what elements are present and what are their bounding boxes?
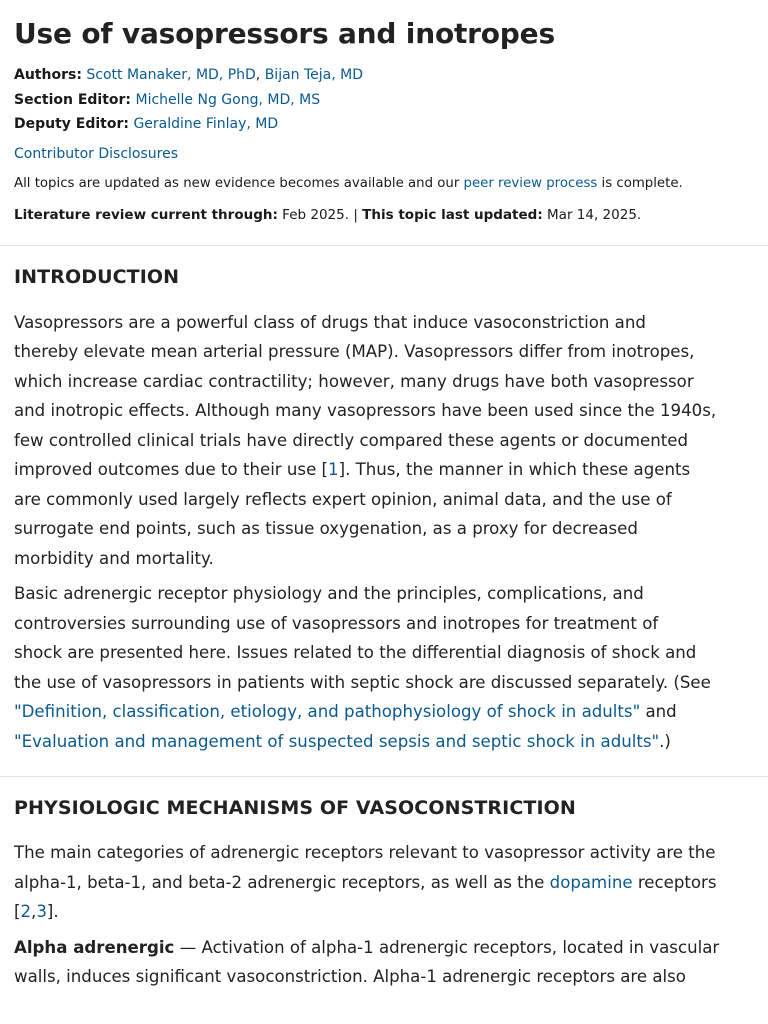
text-line	[14, 727, 768, 757]
last-updated-value: Mar 14, 2025.	[542, 206, 642, 223]
authors-line: Authors: Scott Manaker, MD, PhD, Bijan Teja, MD	[14, 67, 364, 83]
lit-review-value: Feb 2025.	[277, 206, 350, 223]
deputy-editor-link[interactable]: Geraldine Finlay, MD	[133, 116, 279, 132]
text-line: the use of vasopressors in patients with septic shock are discussed separately. (See	[14, 672, 711, 692]
text-fragment: and	[640, 702, 677, 721]
text-line	[14, 697, 768, 727]
authors-label: Authors:	[14, 67, 82, 83]
lit-review-label: Literature review current through:	[14, 206, 278, 223]
introduction-paragraph-2	[14, 579, 768, 756]
alpha-adrenergic-subheading: Alpha adrenergic	[14, 937, 175, 957]
article-title: Use of vasopressors and inotropes	[14, 17, 555, 50]
text-line: controversies surrounding use of vasopressors and inotropes for treatment of	[14, 613, 659, 633]
text-line	[14, 933, 768, 963]
author-link-manaker[interactable]: Scott Manaker, MD, PhD	[86, 67, 256, 83]
text-line: walls, induces significant vasoconstriction. Alpha-1 adrenergic receptors are also	[14, 967, 686, 986]
introduction-heading: INTRODUCTION	[14, 265, 180, 288]
text-fragment: — Activation of alpha-1 adrenergic receptors, located in vascular	[174, 937, 720, 957]
section-divider	[0, 245, 768, 246]
introduction-paragraph-1	[14, 308, 768, 574]
author-link-teja[interactable]: Bijan Teja, MD	[264, 67, 364, 83]
text-line	[14, 455, 768, 485]
text-fragment: .)	[659, 731, 671, 751]
section-editor-link[interactable]: Michelle Ng Gong, MD, MS	[135, 91, 321, 108]
last-updated-label: This topic last updated:	[362, 206, 543, 223]
physiologic-mechanisms-heading: PHYSIOLOGIC MECHANISMS OF VASOCONSTRICTION	[14, 797, 576, 819]
dopamine-drug-link[interactable]: dopamine	[549, 872, 633, 892]
shock-definition-topic-link[interactable]: "Definition, classification, etiology, and pathophysiology of shock in adults"	[14, 702, 641, 721]
reference-link-2[interactable]: 2	[20, 902, 32, 921]
contributor-disclosures-link[interactable]: Contributor Disclosures	[14, 145, 179, 162]
text-fragment: ].	[46, 902, 59, 921]
reference-link-1[interactable]: 1	[328, 460, 339, 479]
literature-review-line	[14, 205, 768, 225]
text-fragment: alpha-1, beta-1, and beta-2 adrenergic receptors, as well as the	[14, 872, 550, 892]
text-line: which increase cardiac contractility; however, many drugs have both vasopressor	[14, 371, 694, 391]
text-line: The main categories of adrenergic receptors relevant to vasopressor activity are the	[14, 843, 716, 862]
text-line: morbidity and mortality.	[14, 548, 214, 568]
text-fragment: ]. Thus, the manner in which these agents	[338, 460, 691, 479]
meta-separator: |	[349, 206, 363, 223]
update-note-post: is complete.	[597, 175, 683, 191]
text-line: Basic adrenergic receptor physiology and the principles, complications, and	[14, 584, 644, 603]
section-divider	[0, 776, 768, 777]
text-line: Vasopressors are a powerful class of drugs that induce vasoconstriction and	[14, 312, 646, 332]
physiologic-paragraph-1	[14, 838, 768, 927]
text-fragment: [	[14, 902, 21, 921]
update-note-pre: All topics are updated as new evidence becomes available and our	[14, 175, 464, 191]
text-line: surrogate end points, such as tissue oxygenation, as a proxy for decreased	[14, 519, 638, 538]
deputy-editor-label: Deputy Editor:	[14, 116, 129, 132]
text-line: thereby elevate mean arterial pressure (MAP). Vasopressors differ from inotropes,	[14, 342, 695, 361]
reference-link-3[interactable]: 3	[36, 902, 47, 921]
text-fragment: ,	[31, 902, 37, 921]
text-line	[14, 897, 768, 927]
text-fragment: improved outcomes due to their use [	[14, 460, 329, 479]
peer-review-link[interactable]: peer review process	[463, 175, 598, 191]
deputy-editor-line	[14, 112, 768, 137]
physiologic-paragraph-2	[14, 933, 768, 992]
text-line: are commonly used largely reflects expert opinion, animal data, and the use of	[14, 489, 672, 509]
sepsis-management-topic-link[interactable]: "Evaluation and management of suspected sepsis and septic shock in adults"	[14, 731, 660, 751]
section-editor-label: Section Editor:	[14, 91, 132, 108]
text-fragment: receptors	[632, 872, 717, 892]
section-editor-line	[14, 88, 768, 113]
text-line	[14, 868, 768, 898]
text-line: shock are presented here. Issues related to the differential diagnosis of shock and	[14, 643, 697, 662]
text-line: few controlled clinical trials have directly compared these agents or documented	[14, 430, 689, 450]
update-note	[14, 174, 768, 194]
text-line: and inotropic effects. Although many vasopressors have been used since the 1940s,	[14, 401, 717, 420]
